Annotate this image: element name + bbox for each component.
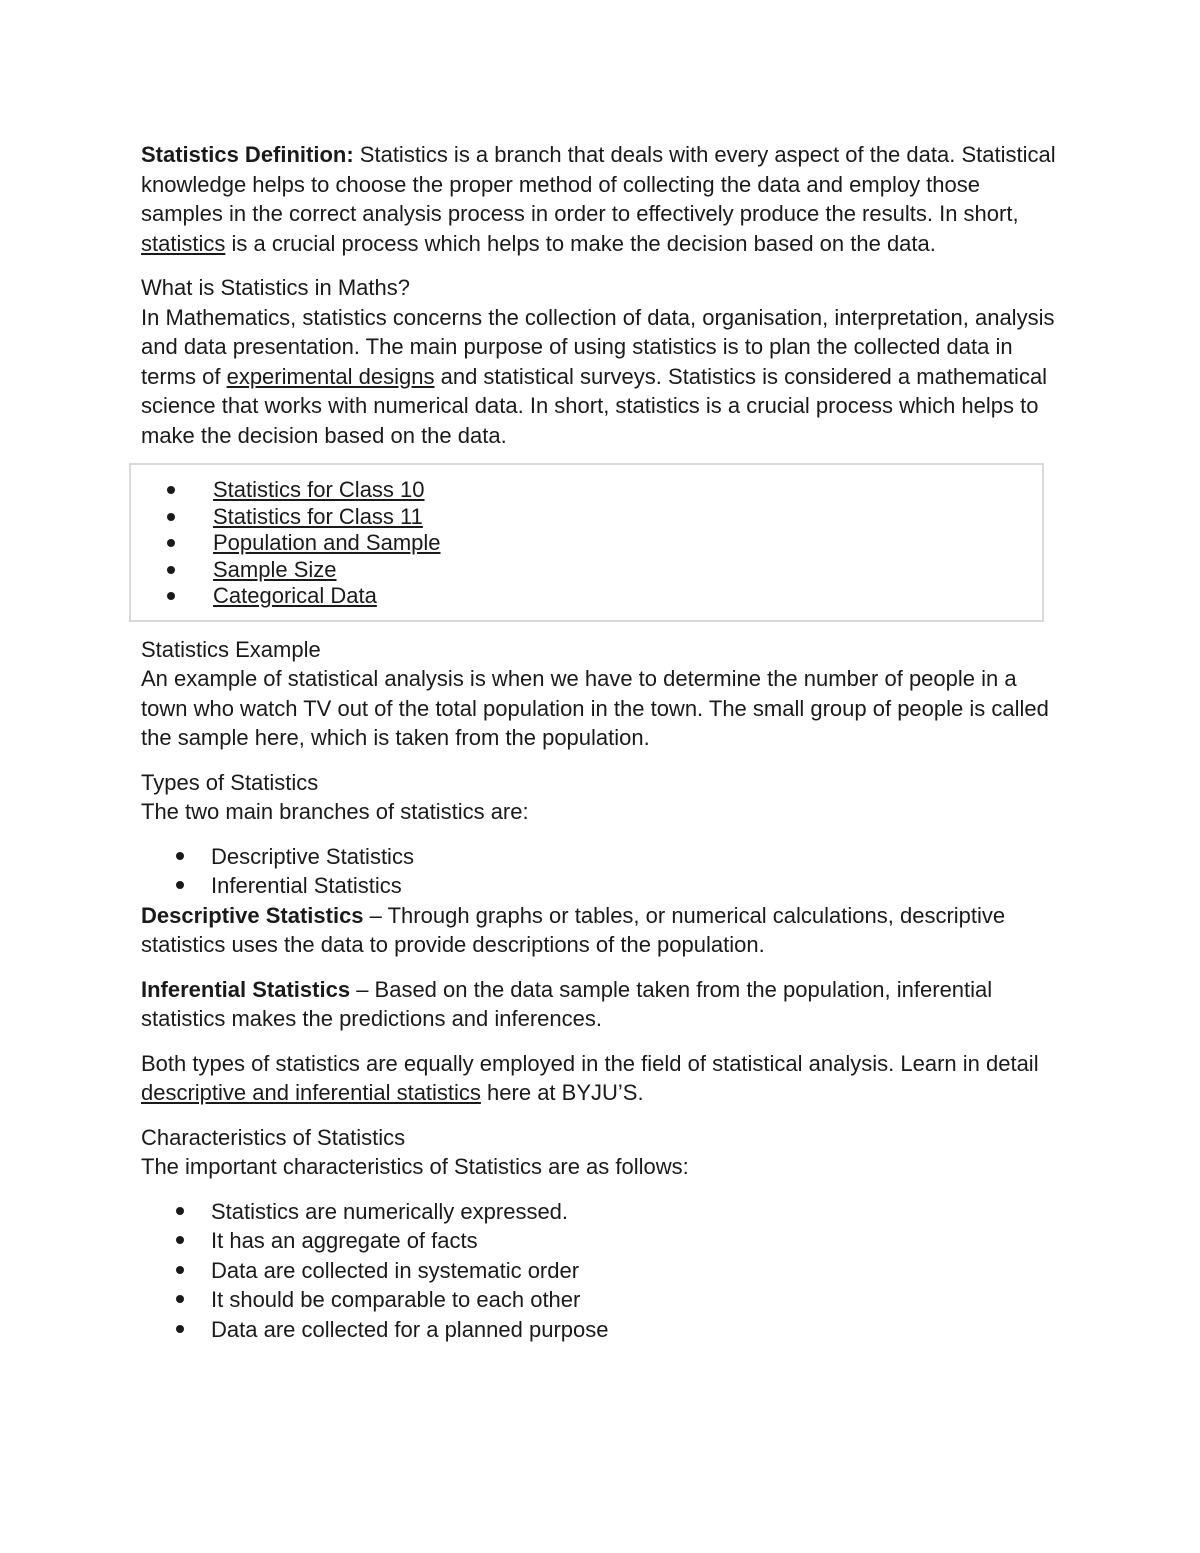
definition-heading: Statistics Definition: bbox=[141, 142, 354, 167]
characteristic-item: It should be comparable to each other bbox=[211, 1287, 581, 1312]
list-item bbox=[131, 477, 1042, 504]
document-page bbox=[141, 140, 1061, 1344]
bullet-icon bbox=[167, 592, 175, 600]
experimental-designs-link[interactable]: experimental designs bbox=[226, 363, 435, 389]
list-item bbox=[141, 1256, 1061, 1286]
list-item bbox=[131, 557, 1042, 584]
example-heading: Statistics Example bbox=[141, 636, 321, 662]
maths-heading: What is Statistics in Maths? bbox=[141, 275, 410, 300]
bullet-icon bbox=[176, 1325, 184, 1333]
bullet-icon bbox=[167, 513, 175, 521]
bullet-icon bbox=[176, 881, 184, 889]
inferential-text: – Based on the data sample taken from the population, inferential statistics makes the predictions and inferences. bbox=[141, 976, 993, 1031]
definition-text-2: is a crucial process which helps to make the decision based on the data. bbox=[225, 230, 936, 256]
characteristic-item: Data are collected in systematic order bbox=[211, 1257, 580, 1283]
maths-text-1: In Mathematics, statistics concerns the collection of data, organisation, interpretation, analysis and data presentation. The main purpose of using statistics is to plan the collected data in terms of bbox=[141, 304, 1055, 389]
both-text-2: here at BYJU’S. bbox=[480, 1080, 644, 1105]
inferential-paragraph bbox=[141, 975, 1061, 1034]
characteristics-list bbox=[141, 1197, 1061, 1345]
bullet-icon bbox=[167, 539, 175, 547]
list-item bbox=[131, 583, 1042, 610]
inferential-term: Inferential Statistics bbox=[141, 976, 351, 1002]
list-item bbox=[141, 1197, 1061, 1227]
descriptive-inferential-link[interactable]: descriptive and inferential statistics bbox=[141, 1080, 481, 1105]
list-item bbox=[141, 1315, 1061, 1345]
related-links-box bbox=[129, 463, 1044, 622]
bullet-icon bbox=[176, 1207, 184, 1215]
bullet-icon bbox=[167, 486, 175, 494]
related-link-class-11[interactable]: Statistics for Class 11 bbox=[213, 503, 423, 529]
example-paragraph: An example of statistical analysis is when we have to determine the number of people in a town who watch TV out of the total population in the town. The small group of people is called the sample here, which is taken from the population. bbox=[141, 666, 1049, 750]
characteristic-item: Data are collected for a planned purpose bbox=[211, 1316, 609, 1342]
descriptive-paragraph bbox=[141, 901, 1061, 960]
statistics-link[interactable]: statistics bbox=[141, 230, 226, 256]
bullet-icon bbox=[176, 1295, 184, 1303]
definition-paragraph bbox=[141, 140, 1061, 258]
types-list bbox=[141, 842, 1061, 901]
definition-text-1: Statistics is a branch that deals with every aspect of the data. Statistical knowledge helps to choose the proper method of collecting the data and employ those samples in the correct analysis process in order to effectively produce the results. In short, bbox=[141, 142, 1056, 226]
characteristics-heading: Characteristics of Statistics bbox=[141, 1124, 406, 1150]
both-types-paragraph bbox=[141, 1049, 1061, 1108]
types-item-descriptive: Descriptive Statistics bbox=[211, 843, 414, 869]
list-item bbox=[141, 1226, 1061, 1256]
maths-text-2: and statistical surveys. Statistics is considered a mathematical science that works with numerical data. In short, statistics is a crucial process which helps to make the decision based on the data. bbox=[141, 363, 1048, 448]
bullet-icon bbox=[176, 1266, 184, 1274]
related-link-sample-size[interactable]: Sample Size bbox=[213, 556, 337, 582]
descriptive-term: Descriptive Statistics bbox=[141, 902, 364, 928]
bullet-icon bbox=[167, 566, 175, 574]
list-item bbox=[131, 530, 1042, 557]
bullet-icon bbox=[176, 852, 184, 860]
types-heading: Types of Statistics bbox=[141, 769, 319, 795]
bullet-icon bbox=[176, 1236, 184, 1244]
characteristic-item: It has an aggregate of facts bbox=[211, 1228, 478, 1253]
list-item bbox=[141, 871, 1061, 901]
descriptive-text: – Through graphs or tables, or numerical calculations, descriptive statistics uses the data to provide descriptions of the population. bbox=[141, 902, 1006, 957]
related-links-list bbox=[131, 477, 1042, 610]
characteristics-intro: The important characteristics of Statistics are as follows: bbox=[141, 1154, 689, 1179]
list-item bbox=[131, 504, 1042, 531]
list-item bbox=[141, 1285, 1061, 1315]
list-item bbox=[141, 842, 1061, 872]
both-text-1: Both types of statistics are equally employed in the field of statistical analysis. Learn in detail bbox=[141, 1050, 1039, 1076]
related-link-population-sample[interactable]: Population and Sample bbox=[213, 530, 441, 555]
related-link-categorical-data[interactable]: Categorical Data bbox=[213, 583, 377, 608]
related-link-class-10[interactable]: Statistics for Class 10 bbox=[213, 477, 425, 502]
types-item-inferential: Inferential Statistics bbox=[211, 873, 402, 898]
types-intro: The two main branches of statistics are: bbox=[141, 799, 529, 824]
characteristic-item: Statistics are numerically expressed. bbox=[211, 1198, 569, 1224]
maths-paragraph bbox=[141, 303, 1061, 451]
